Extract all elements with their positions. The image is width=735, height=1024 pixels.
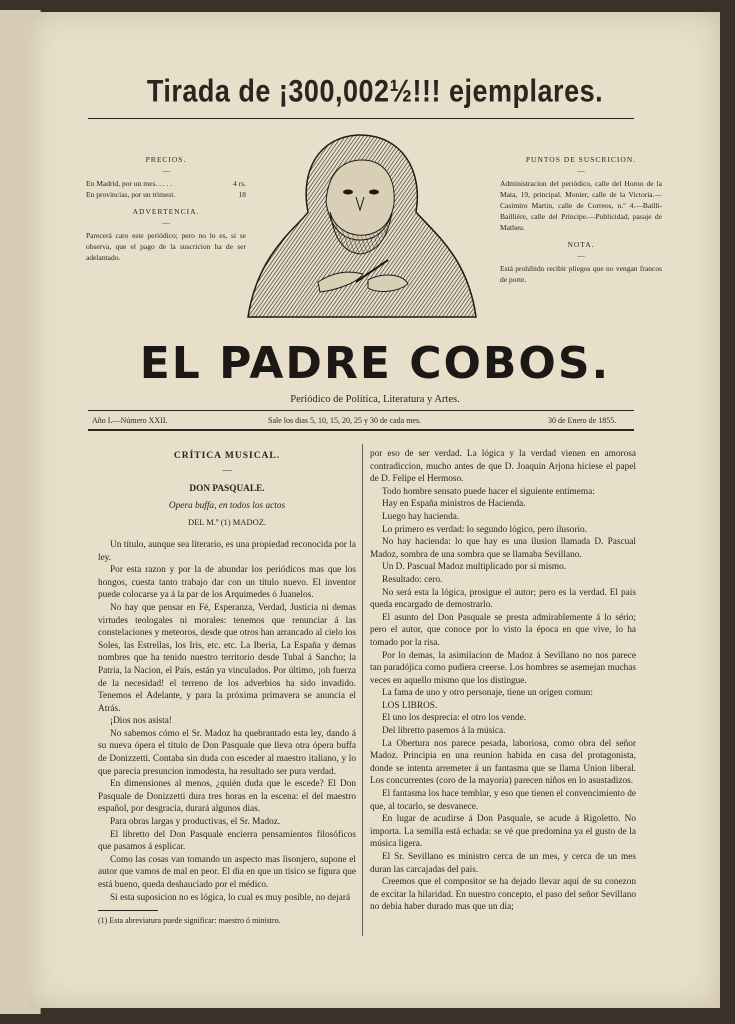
column-separator (362, 444, 363, 936)
paragraph: Hay en España ministros de Hacienda. (382, 499, 526, 510)
notice-text: Parecerá caro este periódico; pero no lo es, si se observa, que el pago de la suscricion ha de ser adelantado. (86, 231, 246, 262)
paragraph: No será esta la lógica, prosigue el autor; pero es la verdad. El pais queda encargado de demostrarlo. (370, 587, 636, 611)
meta-rule-top (88, 410, 634, 411)
masthead-subtitle: Periódico de Política, Literatura y Artes. (290, 394, 460, 405)
article-title: DON PASQUALE. (189, 484, 265, 495)
paragraph: Si esta suposicion no es lógica, lo cual es muy posible, no dejará (110, 892, 351, 903)
note-title: NOTA. (567, 240, 595, 249)
paragraph: ¡Dios nos asista! (110, 716, 172, 727)
note-text: Está prohibido recibir pliegos que no vengan francos de porte. (500, 264, 662, 284)
paragraph: El libretto del Don Pasquale encierra pensamientos filosóficos que pasamos á esplicar. (98, 829, 356, 853)
paragraph: El Sr. Sevillano es ministro cerca de un mes, y cerca de un mes duran las carcajadas del pais. (370, 852, 636, 875)
subscription-text: Administracion del periódico, calle del Horno de la Mata, 19, principal. Monier, calle de la Victoria.—Casimiro Martin, calle de Correos, n.º 4.—Bailli-Bailliére, calle del Príncipe.—Publicidad, pasaje de Matheu. (500, 179, 662, 232)
paragraph: No hay que pensar en Fé, Esperanza, Verdad, Justicia ni demas virtudes teologales ni morales: tenemos que renunciar á las constelaciones y meteoros, desde que otros han arrancado al cielo los Soles, las Estrellas, los Iris, etc. etc. La Iberia, La España y demas nombres que ha tenido nuestro territorio desde Tubal á Sancho; la Patria, la Nacion, el Pais, están ya vinculados. Por último, ¡oh fuerza de la necesidad! el terreno de los adverbios ha sido invadido. Tenemos el Adelante, y para la próxima primavera se anuncia el Atrás. (98, 602, 356, 714)
paragraph: Un D. Pascual Madoz multiplicado por sí mismo. (382, 562, 567, 573)
price-provinces: En provincias, por un trimest. 18 (86, 190, 246, 199)
prices-box: PRECIOS. — En Madrid, por un mes. . . . . 4 rs. En provincias, por un trimest. 18 ADVERTENCIA. — Parecerá caro este periódico; pero no lo es, si se observa, que el pago de la suscricion ha de ser adelantado. (86, 155, 246, 262)
paragraph: El asunto del Don Pasquale se presta admirablemente á lo sério; pero el autor, que conoce por lo visto la época en que vive, lo ha tomado por la risa. (370, 612, 636, 648)
section-title: CRÍTICA MUSICAL. (173, 451, 281, 461)
paragraph: Por esta razon y por la de abundar los periódicos mas que los hongos, cuesta tanto trabajo dar con un título nuevo. El inventor puede colocarse ya á la par de los Arquimedes ó Juanelos. (98, 565, 356, 601)
paragraph: por eso de ser verdad. La lógica y la verdad vienen en amorosa contradiccion, mucho antes de que D. Joaquin Arjona hiciese el papel de D. Felipe el Hermoso. (370, 449, 636, 485)
paragraph: Todo hombre sensato puede hacer el siguiente entimema: (382, 486, 595, 497)
prices-title: PRECIOS. (145, 155, 187, 164)
paragraph: Del libretto pasemos á la música. (382, 726, 506, 737)
paragraph: Como las cosas van tomando un aspecto mas lisonjero, supone el autor que vamos de mal en peor. El dia en que un tísico se figura que está bueno, queda deshauciado por el médico. (98, 854, 356, 890)
footnote: (1) Esta abreviatura puede significar: maestro ó ministro. (98, 916, 281, 926)
article-subtitle: Opera buffa, en todos los actos (168, 500, 286, 511)
notice-title: ADVERTENCIA. (132, 207, 200, 216)
issue-number: Año I.—Número XXII. (92, 416, 168, 425)
paragraph: Luego hay hacienda. (382, 511, 460, 522)
paragraph: Para obras largas y productivas, el Sr. Madoz. (110, 817, 281, 828)
circulation-headline: Tirada de ¡300,002½!!! ejemplares. (146, 73, 604, 109)
monk-portrait-engraving (238, 132, 480, 322)
masthead-title: EL PADRE COBOS. (139, 338, 611, 389)
paragraph: En lugar de acudirse á Don Pasquale, se acude á Rigoletto. No importa. La semilla está echada: se vé que predomina ya el gusto de la música ligera. (370, 814, 636, 850)
paragraph: LOS LIBROS. (382, 700, 438, 711)
issue-date: 30 de Enero de 1855. (548, 416, 617, 425)
paragraph: En dimensiones al menos, ¿quién duda que le escede? El Don Pasquale de Donizzetti dura tres horas en la escena: el del maestro español, por desgracia, durará algunos dias. (98, 779, 356, 815)
paragraph: El fantasma los hace temblar, y eso que tienen el convencimiento de que, al tocarlo, se desvanece. (370, 789, 636, 812)
paragraph: Un título, aunque sea literario, es una propiedad reconocida por la ley. (98, 539, 356, 563)
subscription-box: PUNTOS DE SUSCRICION. — Administracion del periódico, calle del Horno de la Mata, 19, principal. Monier, calle de la Victoria.—Casimiro Martin, calle de Correos, n.º 4.—Bailli-Bailliére, calle del Príncipe.—Publicidad, pasaje de Matheu. NOTA. — Está prohibido recibir pliegos que no vengan francos de porte. (500, 155, 662, 284)
paragraph: Lo primero es verdad: lo segundo lógico, pero ilusorio. (382, 524, 588, 535)
headline-rule (88, 118, 634, 119)
paragraph: No hay hacienda: lo que hay es una ilusion llamada D. Pascual Madoz, sombra de una sombra que se llamaba Sevillano. (370, 537, 636, 560)
paragraph: La fama de uno y otro personaje, tiene un origen comun: (382, 688, 593, 699)
publication-schedule: Sale los dias 5, 10, 15, 20, 25 y 30 de cada mes. (268, 416, 422, 425)
meta-rule-bottom (88, 429, 634, 431)
price-madrid: En Madrid, por un mes. . . . . 4 rs. (86, 179, 246, 188)
article-right-column (370, 448, 636, 914)
article-left-column: CRÍTICA MUSICAL. — DON PASQUALE. Opera buffa, en todos los actos DEL M.º (1) MADOZ. Un título, aunque sea literario, es una propiedad reconocida por la ley. Por esta razon y por la de abundar los periódicos mas que los hongos, cuesta tanto trabajo dar con un título nuevo. El inventor puede colocarse ya á la par de los Arquimedes ó Juanelos. No hay que pensar en Fé, Esperanza, Verdad, Justicia ni demas virtudes teologales ni morales: tenemos que renunciar á las constelaciones y meteoros, desde que otros han arrancado al cielo los Soles, las Estrellas, los Iris, etc. etc. La Iberia, La España y demas nombres que ha tenido nuestro territorio desde Tubal á Sancho; la Patria, la Nacion, el Pais, están ya vinculados. Por último, ¡oh fuerza de la necesidad! el terreno de los adverbios ha sido invadido. Tenemos el Adelante, y para la próxima primavera se anuncia el Atrás. ¡Dios nos asista! No sabemos cómo el Sr. Madoz ha quebrantado esta ley, dando á su nueva ópera el título de Don Pasquale que lleva otra ópera buffa de Donizzetti. Contaba sin duda con esceder al maestro italiano, y lo que parecia presuncion inmodesta, ha resultado ser pura verdad. En dimensiones al menos, ¿quién duda que le escede? El Don Pasquale de Donizzetti dura tres horas en la escena: el del maestro español, por desgracia, durará algunos dias. Para obras largas y productivas, el Sr. Madoz. El libretto del Don Pasquale encierra pensamientos filosóficos que pasamos á esplicar. Como las cosas van tomando un aspecto mas lisonjero, supone el autor que vamos de mal en peor. El dia en que un tísico se figura que está bueno, queda deshauciado por el médico. Si esta suposicion no es lógica, lo cual es muy posible, no dejará (1) Esta abreviatura puede significar: maestro ó ministro. (98, 451, 356, 926)
paragraph: Por lo demas, la asimilacion de Madoz á Sevillano no nos parece tan paradójica como pudiera creerse. Los hombres se asemejan muchas veces en aquello mismo que los distingue. (370, 650, 636, 686)
subscription-title: PUNTOS DE SUSCRICION. (525, 155, 637, 164)
newspaper-page (30, 12, 720, 1008)
paragraph: La Obertura nos parece pesada, laboriosa, como obra del señor Madoz. Principia en una reunion habida en casa del protagonista, donde se intenta arremeter á un fantasma que se llama Union liberal. Los concurrentes (coro de la mayoría) parecen niños en lo asustadizos. (370, 738, 636, 787)
paragraph: El uno los desprecia: el otro los vende. (382, 713, 527, 724)
article-author: DEL M.º (1) MADOZ. (187, 517, 267, 528)
paragraph: No sabemos cómo el Sr. Madoz ha quebrantado esta ley, dando á su nueva ópera el título de Don Pasquale que lleva otra ópera buffa de Donizzetti. Contaba sin duda con esceder al maestro italiano, y lo que parecia presuncion inmodesta, ha resultado ser pura verdad. (98, 728, 356, 777)
paragraph: Resultado: cero. (382, 574, 443, 585)
paragraph: Creemos que el compositor se ha dejado llevar aquí de su conezon de excitar la hilaridad. En nuestro concepto, el paso del señor Sevillano no debia haber durado mas que un dia; (370, 877, 636, 913)
